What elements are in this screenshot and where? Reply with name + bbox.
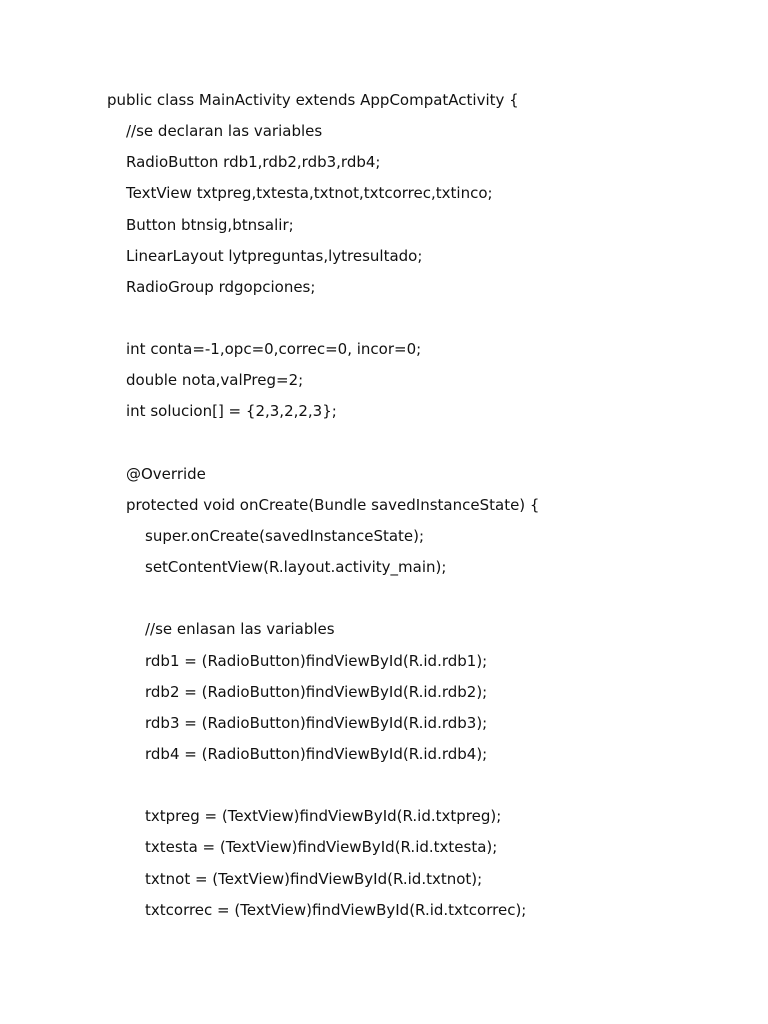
code-line: super.onCreate(savedInstanceState); [145, 526, 425, 545]
code-line: txtcorrec = (TextView)findViewById(R.id.txtcorrec); [145, 900, 527, 919]
blank-line [107, 588, 747, 619]
code-line: protected void onCreate(Bundle savedInstanceState) { [126, 495, 540, 514]
code-line: rdb4 = (RadioButton)findViewById(R.id.rdb4); [145, 744, 488, 763]
code-line: double nota,valPreg=2; [126, 371, 304, 390]
code-line: rdb2 = (RadioButton)findViewById(R.id.rdb2); [145, 682, 488, 701]
code-line: txtesta = (TextView)findViewById(R.id.txtesta); [145, 838, 498, 857]
code-line: setContentView(R.layout.activity_main); [145, 558, 447, 577]
code-line: rdb1 = (RadioButton)findViewById(R.id.rdb1); [145, 651, 488, 670]
blank-line [107, 433, 747, 464]
code-line: txtnot = (TextView)findViewById(R.id.txtnot); [145, 869, 483, 888]
code-line: //se declaran las variables [126, 122, 323, 141]
code-line: RadioButton rdb1,rdb2,rdb3,rdb4; [126, 153, 381, 172]
code-line: TextView txtpreg,txtesta,txtnot,txtcorrec,txtinco; [126, 184, 493, 203]
blank-line [107, 775, 747, 806]
code-line: rdb3 = (RadioButton)findViewById(R.id.rdb3); [145, 713, 488, 732]
code-line: LinearLayout lytpreguntas,lytresultado; [126, 246, 423, 265]
code-line: txtpreg = (TextView)findViewById(R.id.txtpreg); [145, 807, 502, 826]
code-block [107, 90, 747, 931]
code-line: RadioGroup rdgopciones; [126, 277, 316, 296]
code-line: @Override [126, 464, 206, 483]
code-line: int solucion[] = {2,3,2,2,3}; [126, 402, 337, 421]
code-line: //se enlasan las variables [145, 620, 335, 639]
code-line: public class MainActivity extends AppCompatActivity { [107, 91, 519, 109]
code-line: Button btnsig,btnsalir; [126, 215, 294, 234]
code-line: int conta=-1,opc=0,correc=0, incor=0; [126, 340, 422, 359]
blank-line [107, 308, 747, 339]
